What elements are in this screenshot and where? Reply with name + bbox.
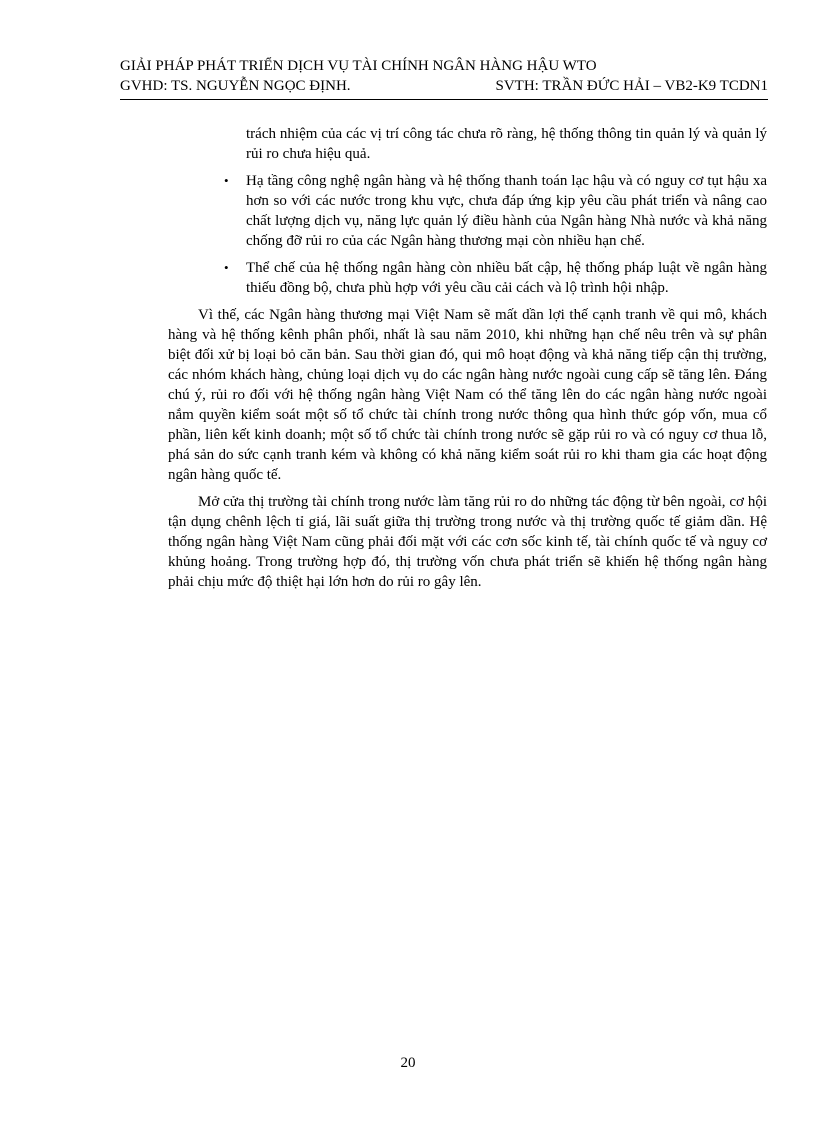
paragraph: Vì thế, các Ngân hàng thương mại Việt Nam sẽ mất dần lợi thế cạnh tranh về qui mô, khách hàng và hệ thống kênh phân phối, nhất là sau năm 2010, khi những hạn chế nêu trên và sự phân biệt đối xử bị loại bỏ căn bản. Sau thời gian đó, qui mô hoạt động và khả năng tiếp cận thị trường, các nhóm khách hàng, chủng loại dịch vụ do các ngân hàng nước ngoài cung cấp sẽ tăng lên. Đáng chú ý, rủi ro đối với hệ thống ngân hàng Việt Nam có thể tăng lên do các ngân hàng nước ngoài nắm quyền kiểm soát một số tổ chức tài chính trong nước thông qua hình thức góp vốn, mua cổ phần, liên kết kinh doanh; một số tổ chức tài chính trong nước sẽ gặp rủi ro và có nguy cơ thua lỗ, phá sản do sức cạnh tranh kém và không có khả năng kiểm soát rủi ro khi tham gia các hoạt động ngân hàng quốc tế. — [168, 307, 767, 483]
bullet-item — [224, 171, 767, 251]
page-body — [168, 124, 767, 599]
bullet-text: Thể chế của hệ thống ngân hàng còn nhiều bất cập, hệ thống pháp luật về ngân hàng thiếu đồng bộ, chưa phù hợp với yêu cầu cải cách và lộ trình hội nhập. — [246, 260, 767, 296]
paragraph: Mở cửa thị trường tài chính trong nước làm tăng rủi ro do những tác động từ bên ngoài, cơ hội tận dụng chênh lệch tỉ giá, lãi suất giữa thị trường trong nước và thị trường quốc tế giảm dần. Hệ thống ngân hàng Việt Nam cũng phải đối mặt với các cơn sốc kinh tế, tài chính quốc tế và nguy cơ khủng hoảng. Trong trường hợp đó, thị trường vốn chưa phát triển sẽ khiến hệ thống ngân hàng phải chịu mức độ thiệt hại lớn hơn do rủi ro gây lên. — [168, 494, 767, 590]
header-student: SVTH: TRẦN ĐỨC HẢI – VB2-K9 TCDN1 — [495, 78, 768, 94]
bullet-item — [224, 258, 767, 298]
bullet-list — [168, 171, 767, 298]
bullet-icon: • — [224, 173, 229, 188]
bullet-icon: • — [224, 260, 229, 275]
header-advisor: GVHD: TS. NGUYỄN NGỌC ĐỊNH. — [120, 78, 351, 94]
page-number: 20 — [400, 1055, 416, 1071]
bullet-text: Hạ tầng công nghệ ngân hàng và hệ thống thanh toán lạc hậu và có nguy cơ tụt hậu xa hơn so với các nước trong khu vực, chưa đáp ứng kịp yêu cầu phát triển và nâng cao chất lượng dịch vụ, năng lực quản lý điều hành của Ngân hàng Nhà nước và khả năng chống đỡ rủi ro của các Ngân hàng thương mại còn nhiều hạn chế. — [246, 173, 767, 249]
continuation-text: trách nhiệm của các vị trí công tác chưa rõ ràng, hệ thống thông tin quản lý và quản lý rủi ro chưa hiệu quả. — [246, 126, 767, 162]
header-authors — [120, 76, 768, 100]
header-title: GIẢI PHÁP PHÁT TRIỂN DỊCH VỤ TÀI CHÍNH NGÂN HÀNG HẬU WTO — [120, 58, 597, 74]
page-header — [120, 56, 768, 100]
